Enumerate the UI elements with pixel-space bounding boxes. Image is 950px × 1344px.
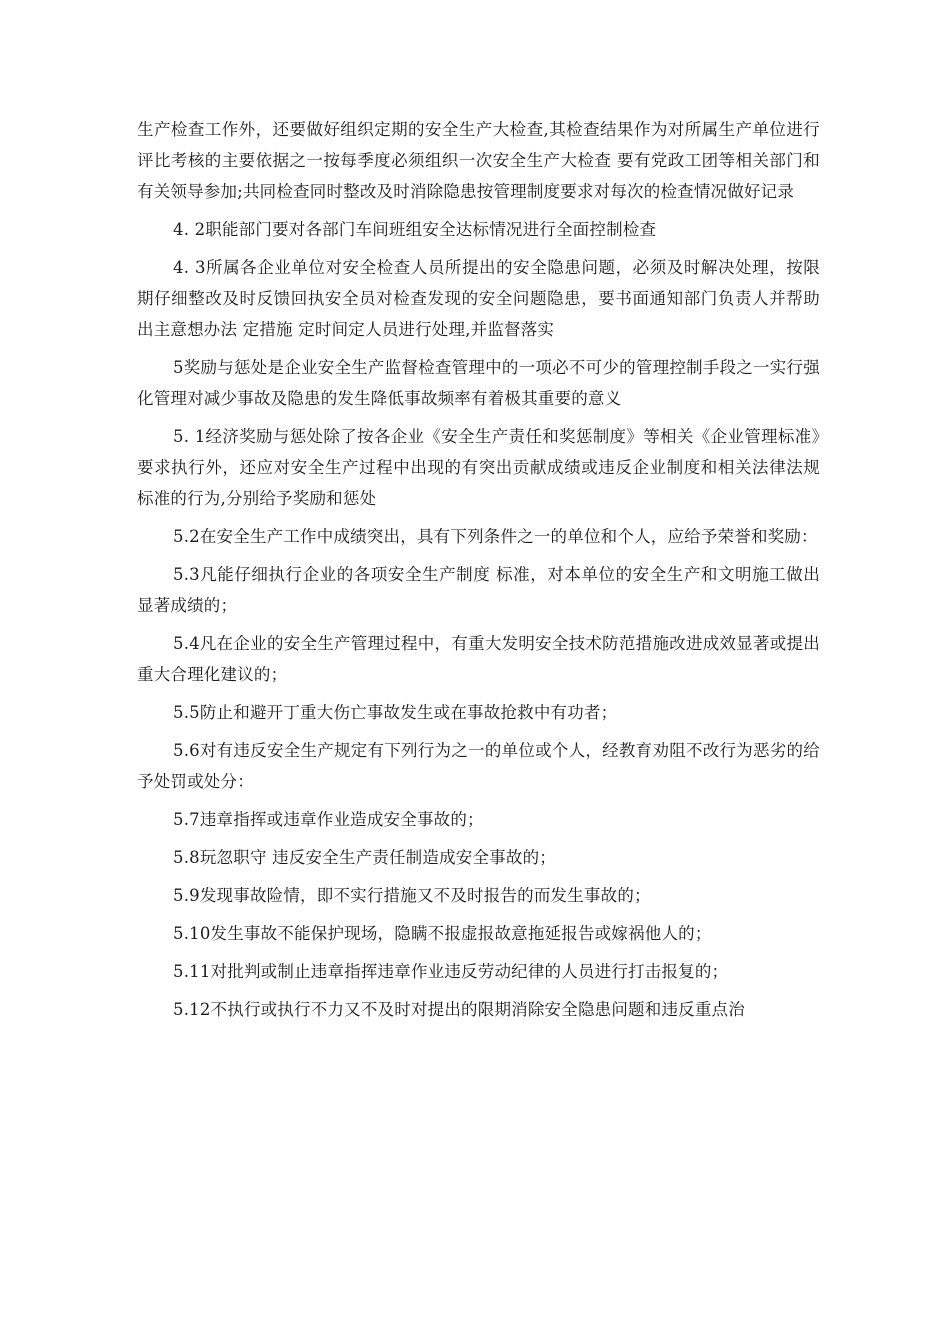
paragraph: 5.2在安全生产工作中成绩突出，具有下列条件之一的单位和个人，应给予荣誉和奖励： xyxy=(173,527,818,546)
paragraph: 5.5防止和避开丁重大伤亡事故发生或在事故抢救中有功者； xyxy=(173,703,618,722)
paragraph: 5.12不执行或执行不力又不及时对提出的限期消除安全隐患问题和违反重点治 xyxy=(173,1000,745,1019)
paragraph: 5.6对有违反安全生产规定有下列行为之一的单位或个人，经教育劝阻不改行为恶劣的给予处罚或处分： xyxy=(137,741,820,791)
paragraph: 5.3凡能仔细执行企业的各项安全生产制度 标准，对本单位的安全生产和文明施工做出显著成绩的； xyxy=(137,565,820,615)
paragraph: 5.8玩忽职守 违反安全生产责任制造成安全事故的； xyxy=(173,848,556,867)
paragraph: 生产检查工作外，还要做好组织定期的安全生产大检查,其检查结果作为对所属生产单位进行评比考核的主要依据之一按每季度必须组织一次安全生产大检查 要有党政工团等相关部门和有关领导参加;共同检查同时整改及时消除隐患按管理制度要求对每次的检查情况做好记录 xyxy=(137,120,820,201)
paragraph: 5.10发生事故不能保护现场，隐瞒不报虚报故意拖延报告或嫁祸他人的； xyxy=(173,924,712,943)
paragraph: 5.4凡在企业的安全生产管理过程中，有重大发明安全技术防范措施改进成效显著或提出重大合理化建议的； xyxy=(137,634,820,684)
paragraph: 4. 2职能部门要对各部门车间班组安全达标情况进行全面控制检查 xyxy=(173,220,657,239)
paragraph: 5.7违章指挥或违章作业造成安全事故的； xyxy=(173,810,484,829)
document-body xyxy=(137,114,820,1032)
paragraph: 4. 3所属各企业单位对安全检查人员所提出的安全隐患问题，必须及时解决处理，按限期仔细整改及时反馈回执安全员对检查发现的安全问题隐患，要书面通知部门负责人并帮助出主意想办法 定措施 定时间定人员进行处理,并监督落实 xyxy=(137,258,820,339)
paragraph: 5. 1经济奖励与惩处除了按各企业《安全生产责任和奖惩制度》等相关《企业管理标准》要求执行外，还应对安全生产过程中出现的有突出贡献成绩或违反企业制度和相关法律法规标准的行为,分别给予奖励和惩处 xyxy=(137,427,820,508)
paragraph: 5.11对批判或制止违章指挥违章作业违反劳动纪律的人员进行打击报复的； xyxy=(173,962,729,981)
paragraph: 5奖励与惩处是企业安全生产监督检查管理中的一项必不可少的管理控制手段之一实行强化管理对减少事故及隐患的发生降低事故频率有着极其重要的意义 xyxy=(137,358,820,408)
paragraph: 5.9发现事故险情，即不实行措施又不及时报告的而发生事故的； xyxy=(173,886,651,905)
